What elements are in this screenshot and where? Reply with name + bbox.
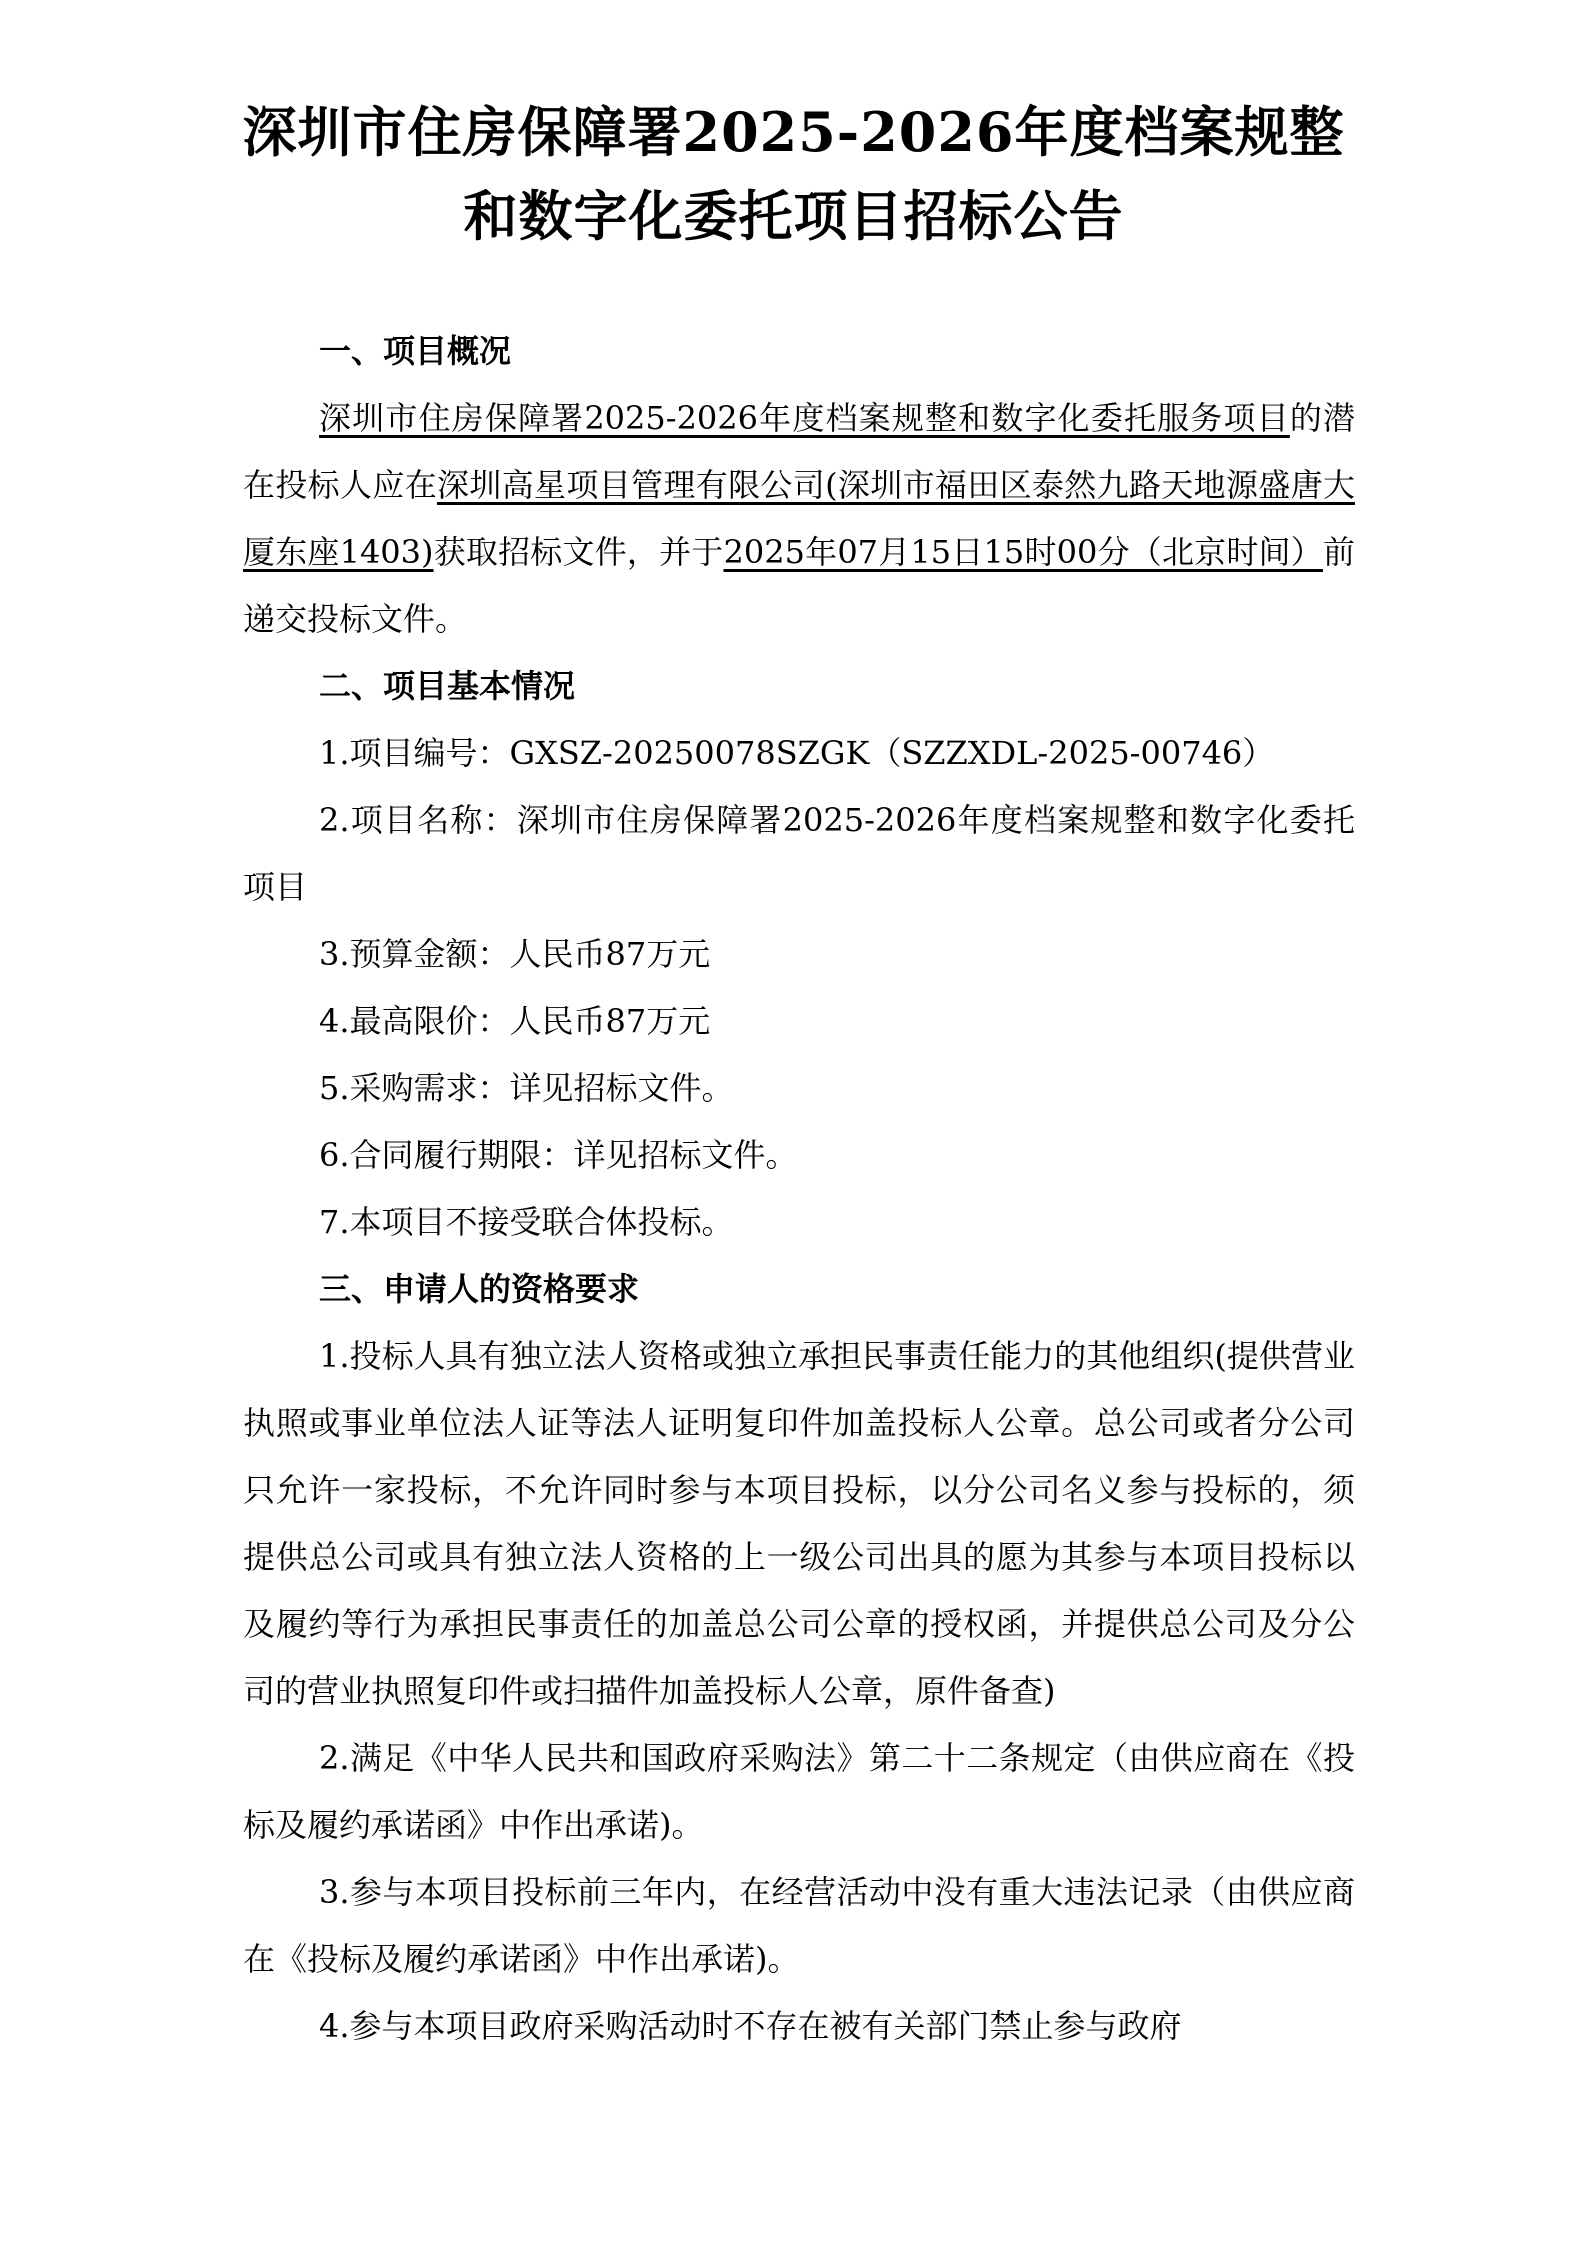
section-1-paragraph [243,385,1355,653]
section-3-item: 4.参与本项目政府采购活动时不存在被有关部门禁止参与政府 [319,2007,1182,2045]
project-name-underlined: 深圳市住房保障署2025-2026年度档案规整和数字化委托服务项目 [319,399,1290,437]
section-3-heading: 三、申请人的资格要求 [319,1270,640,1308]
section-1-heading: 一、项目概况 [319,332,512,370]
deadline-underlined: 2025年07月15日15时00分（北京时间） [723,533,1323,571]
section-2-item: 4.最高限价：人民币87万元 [319,1002,711,1040]
section-2-item: 2.项目名称：深圳市住房保障署2025-2026年度档案规整和数字化委托项目 [243,801,1355,906]
paragraph-text: 获取招标文件，并于 [433,533,724,571]
section-2-item: 5.采购需求：详见招标文件。 [319,1069,734,1107]
pickup-location-underlined: 深圳高星项目管理有限公司(深圳市福田区泰然九路天地源盛唐大厦东座1403) [243,466,1355,571]
section-3-item: 3.参与本项目投标前三年内，在经营活动中没有重大违法记录（由供应商在《投标及履约承诺函》中作出承诺)。 [243,1873,1355,1978]
document-title [0,90,1587,258]
paragraph-text: 前递交投标文件。 [243,533,1355,638]
section-2-item: 3.预算金额：人民币87万元 [319,935,711,973]
section-2-item: 7.本项目不接受联合体投标。 [319,1203,734,1241]
section-3-item: 1.投标人具有独立法人资格或独立承担民事责任能力的其他组织(提供营业执照或事业单位法人证等法人证明复印件加盖投标人公章。总公司或者分公司只允许一家投标，不允许同时参与本项目投标，以分公司名义参与投标的，须提供总公司或具有独立法人资格的上一级公司出具的愿为其参与本项目投标以及履约等行为承担民事责任的加盖总公司公章的授权函，并提供总公司及分公司的营业执照复印件或扫描件加盖投标人公章，原件备查) [243,1337,1355,1710]
paragraph-text: 的潜在投标人应在 [243,399,1355,504]
section-2-item: 6.合同履行期限：详见招标文件。 [319,1136,798,1174]
section-2-heading: 二、项目基本情况 [319,667,576,705]
document-body [243,318,1355,2060]
section-2-item: 1.项目编号：GXSZ-20250078SZGK（SZZXDL-2025-00746） [319,734,1275,772]
title-line-2: 和数字化委托项目招标公告 [463,184,1124,248]
title-line-1: 深圳市住房保障署2025-2026年度档案规整 [242,100,1345,164]
section-3-item: 2.满足《中华人民共和国政府采购法》第二十二条规定（由供应商在《投标及履约承诺函》中作出承诺)。 [243,1739,1355,1844]
